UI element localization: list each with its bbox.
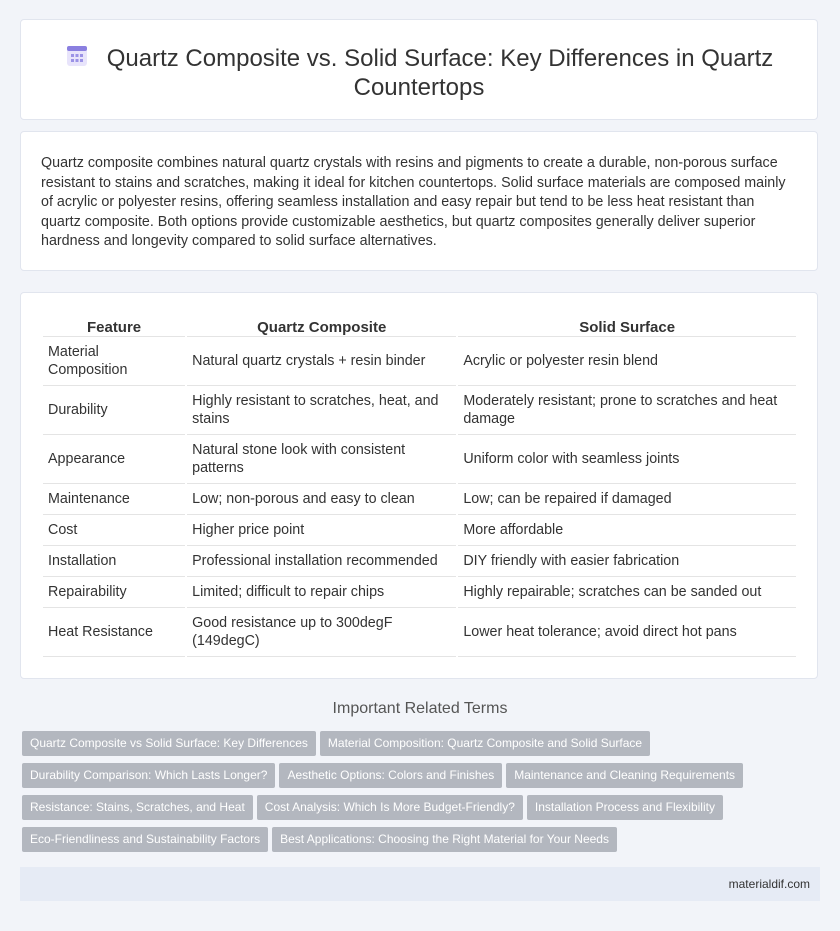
page-title: Quartz Composite vs. Solid Surface: Key Differences in Quartz Countertops [106, 45, 774, 101]
feature-cell: Heat Resistance [43, 608, 185, 657]
feature-cell: Maintenance [43, 484, 185, 515]
footer [20, 867, 820, 901]
feature-cell: Appearance [43, 435, 185, 484]
solid-cell: DIY friendly with easier fabrication [458, 546, 796, 577]
solid-cell: Uniform color with seamless joints [458, 435, 796, 484]
solid-cell: Low; can be repaired if damaged [458, 484, 796, 515]
related-tag[interactable]: Resistance: Stains, Scratches, and Heat [22, 795, 253, 820]
table-row [43, 435, 796, 484]
related-tag[interactable]: Maintenance and Cleaning Requirements [506, 763, 743, 788]
title-card [20, 19, 818, 120]
tag-row [22, 827, 802, 859]
building-grid-icon [65, 44, 89, 68]
feature-cell: Material Composition [43, 337, 185, 386]
solid-cell: Lower heat tolerance; avoid direct hot pans [458, 608, 796, 657]
table-row [43, 608, 796, 657]
solid-cell: Moderately resistant; prone to scratches and heat damage [458, 386, 796, 435]
related-tag[interactable]: Material Composition: Quartz Composite and Solid Surface [320, 731, 650, 756]
quartz-cell: Professional installation recommended [187, 546, 456, 577]
table-row [43, 337, 796, 386]
solid-cell: More affordable [458, 515, 796, 546]
related-tag[interactable]: Durability Comparison: Which Lasts Longer? [22, 763, 275, 788]
quartz-cell: Low; non-porous and easy to clean [187, 484, 456, 515]
table-header-row [43, 312, 796, 337]
comparison-table [41, 312, 798, 657]
related-tag[interactable]: Quartz Composite vs Solid Surface: Key Differences [22, 731, 316, 756]
table-row [43, 515, 796, 546]
feature-cell: Installation [43, 546, 185, 577]
header-solid-surface: Solid Surface [458, 312, 796, 337]
related-tag[interactable]: Installation Process and Flexibility [527, 795, 723, 820]
comparison-card [20, 292, 818, 679]
related-tags [22, 731, 802, 859]
table-row [43, 386, 796, 435]
tag-row [22, 731, 802, 763]
related-tag[interactable]: Eco-Friendliness and Sustainability Factors [22, 827, 268, 852]
quartz-cell: Good resistance up to 300degF (149degC) [187, 608, 456, 657]
footer-site[interactable]: materialdif.com [728, 877, 810, 891]
quartz-cell: Higher price point [187, 515, 456, 546]
intro-card [20, 131, 818, 271]
tag-row [22, 763, 802, 795]
related-tag[interactable]: Best Applications: Choosing the Right Material for Your Needs [272, 827, 617, 852]
feature-cell: Durability [43, 386, 185, 435]
header-quartz-composite: Quartz Composite [187, 312, 456, 337]
quartz-cell: Natural stone look with consistent patterns [187, 435, 456, 484]
quartz-cell: Highly resistant to scratches, heat, and stains [187, 386, 456, 435]
solid-cell: Acrylic or polyester resin blend [458, 337, 796, 386]
related-terms-heading: Important Related Terms [332, 700, 508, 717]
quartz-cell: Limited; difficult to repair chips [187, 577, 456, 608]
title-wrap [21, 44, 817, 102]
feature-cell: Cost [43, 515, 185, 546]
header-feature: Feature [43, 312, 185, 337]
related-tag[interactable]: Aesthetic Options: Colors and Finishes [279, 763, 502, 788]
quartz-cell: Natural quartz crystals + resin binder [187, 337, 456, 386]
tag-row [22, 795, 802, 827]
table-row [43, 577, 796, 608]
table-row [43, 546, 796, 577]
solid-cell: Highly repairable; scratches can be sanded out [458, 577, 796, 608]
related-tag[interactable]: Cost Analysis: Which Is More Budget-Friendly? [257, 795, 523, 820]
table-row [43, 484, 796, 515]
feature-cell: Repairability [43, 577, 185, 608]
intro-paragraph: Quartz composite combines natural quartz crystals with resins and pigments to create a durable, non-porous surface resistant to stains and scratches, making it ideal for kitchen countertops. Solid surface materials are composed mainly of acrylic or polyester resins, offering seamless installation and easy repair but tend to be less heat resistant than quartz composite. Both options provide customizable aesthetics, but quartz composites generally deliver superior hardness and longevity compared to solid surface alternatives. [41, 155, 786, 250]
